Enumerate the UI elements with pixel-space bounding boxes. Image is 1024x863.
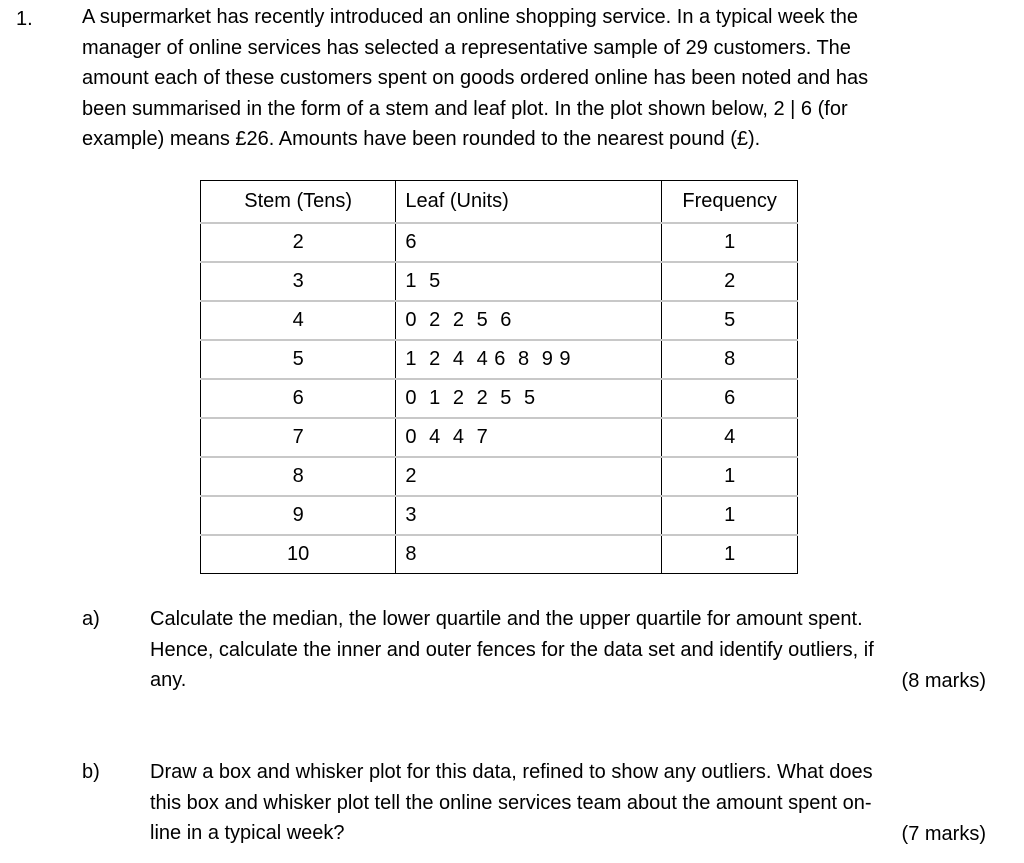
leaf-cell (396, 379, 662, 418)
stem-cell: 9 (201, 496, 396, 535)
header-leaf: Leaf (Units) (396, 181, 662, 224)
part-b-marks: (7 marks) (901, 822, 986, 845)
part-a-marks: (8 marks) (901, 669, 986, 692)
leaf-values: 0 4 4 7 (405, 426, 489, 448)
part-b-line: Draw a box and whisker plot for this data, refined to show any outliers. What does (150, 761, 873, 783)
leaf-cell (396, 340, 662, 379)
frequency-cell: 1 (662, 223, 798, 262)
leaf-values: 2 (405, 465, 417, 487)
part-b-line: line in a typical week? (150, 822, 345, 844)
part-b-line: this box and whisker plot tell the online services team about the amount spent on- (150, 791, 872, 814)
table-row (201, 496, 798, 535)
table-row (201, 535, 798, 574)
leaf-cell (396, 223, 662, 262)
question-part-a (82, 604, 986, 696)
question-part-b (82, 757, 986, 849)
question-intro (82, 2, 992, 155)
header-stem: Stem (Tens) (201, 181, 396, 224)
part-a-line: Calculate the median, the lower quartile and the upper quartile for amount spent. (150, 608, 863, 630)
intro-line: manager of online services has selected a representative sample of 29 customers. The (82, 36, 851, 59)
stem-cell: 6 (201, 379, 396, 418)
frequency-cell: 2 (662, 262, 798, 301)
table-row (201, 301, 798, 340)
part-a-line: Hence, calculate the inner and outer fences for the data set and identify outliers, if (150, 638, 874, 661)
part-a-label: a) (82, 608, 100, 630)
header-frequency: Frequency (662, 181, 798, 224)
leaf-values: 0 1 2 2 5 5 (405, 387, 536, 409)
table-row (201, 379, 798, 418)
question-number: 1. (16, 8, 33, 30)
table-row (201, 340, 798, 379)
stem-cell: 10 (201, 535, 396, 574)
stem-cell: 8 (201, 457, 396, 496)
table-row (201, 262, 798, 301)
stem-cell: 2 (201, 223, 396, 262)
frequency-cell: 6 (662, 379, 798, 418)
intro-line: amount each of these customers spent on goods ordered online has been noted and has (82, 67, 869, 89)
leaf-cell (396, 496, 662, 535)
leaf-values: 3 (405, 504, 417, 526)
leaf-cell (396, 301, 662, 340)
leaf-values: 0 2 2 5 6 (405, 309, 512, 331)
stem-cell: 3 (201, 262, 396, 301)
table-row (201, 418, 798, 457)
intro-line: A supermarket has recently introduced an online shopping service. In a typical week the (82, 6, 858, 28)
part-a-text (150, 604, 986, 696)
frequency-cell: 5 (662, 301, 798, 340)
intro-line: example) means £26. Amounts have been rounded to the nearest pound (£). (82, 128, 761, 150)
leaf-cell (396, 535, 662, 574)
intro-line: been summarised in the form of a stem and leaf plot. In the plot shown below, 2 | 6 (for (82, 97, 848, 120)
table-header-row (201, 181, 798, 224)
frequency-cell: 1 (662, 496, 798, 535)
part-b-label: b) (82, 761, 100, 783)
frequency-cell: 4 (662, 418, 798, 457)
stem-cell: 4 (201, 301, 396, 340)
leaf-values: 6 (405, 231, 417, 253)
stem-leaf-table (200, 180, 798, 574)
leaf-cell (396, 418, 662, 457)
frequency-cell: 1 (662, 457, 798, 496)
leaf-cell (396, 457, 662, 496)
frequency-cell: 1 (662, 535, 798, 574)
table-row (201, 457, 798, 496)
table-row (201, 223, 798, 262)
leaf-values: 8 (405, 543, 417, 565)
leaf-values: 1 5 (405, 270, 441, 292)
frequency-cell: 8 (662, 340, 798, 379)
stem-cell: 5 (201, 340, 396, 379)
leaf-cell (396, 262, 662, 301)
part-a-line: any. (150, 669, 187, 691)
leaf-values: 1 2 4 4 6 8 9 9 (405, 348, 572, 370)
part-b-text (150, 757, 986, 849)
stem-cell: 7 (201, 418, 396, 457)
